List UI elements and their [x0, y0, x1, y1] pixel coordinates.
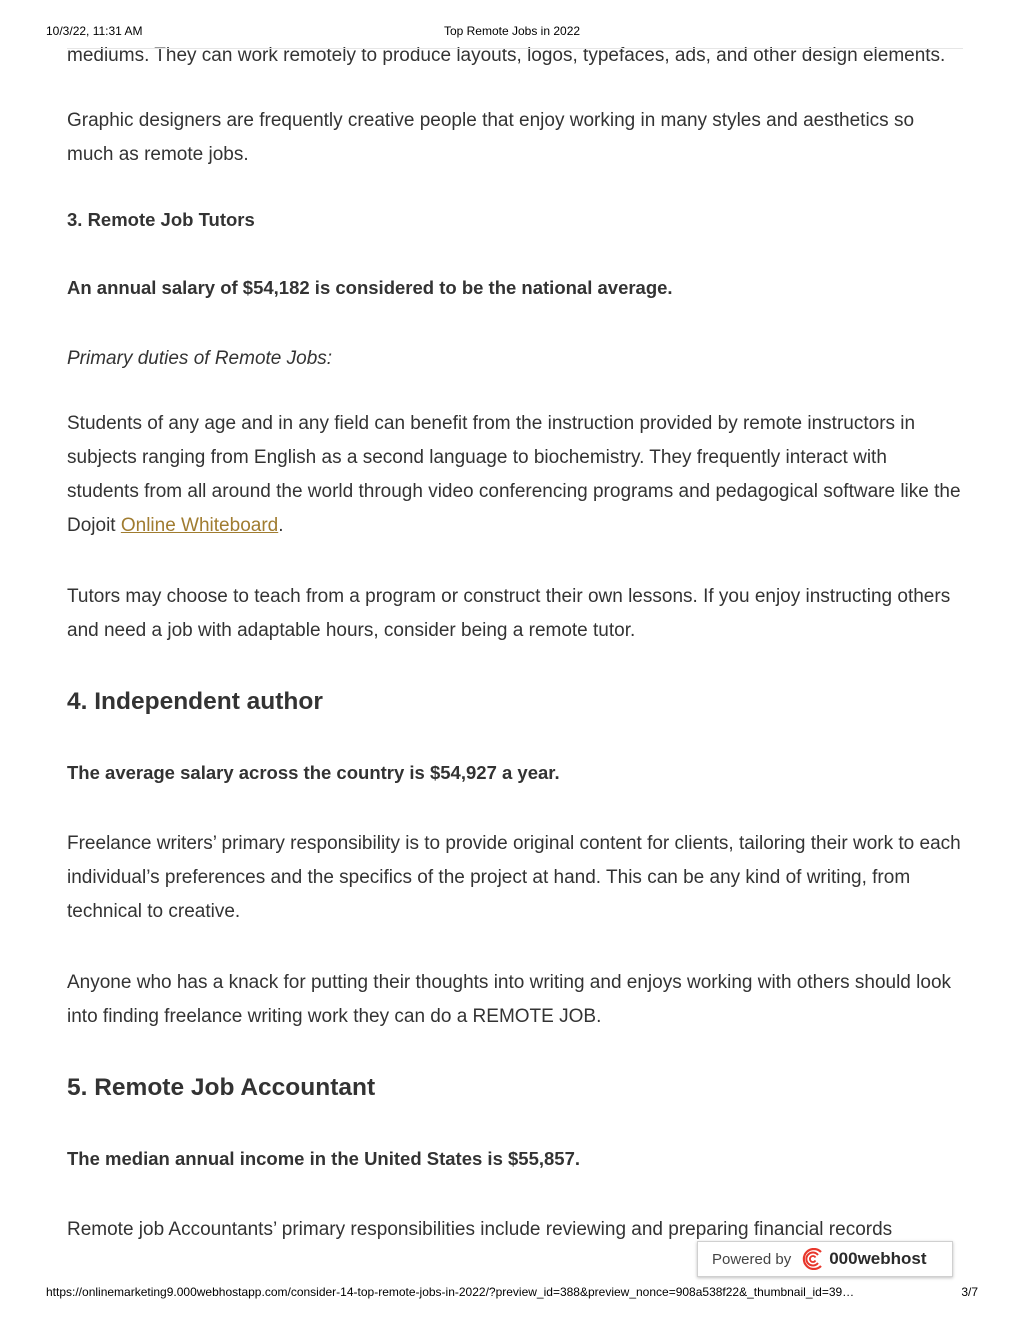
paragraph-tutors-2: Tutors may choose to teach from a program or construct their own lessons. If you enjoy instructing others and need a job with adaptable hours, consider being a remote tutor.: [67, 586, 951, 641]
print-datetime: 10/3/22, 11:31 AM: [46, 24, 143, 38]
header-divider: [67, 48, 963, 49]
print-page-title: Top Remote Jobs in 2022: [443, 24, 581, 38]
print-header: [46, 24, 978, 40]
print-page-number: 3/7: [961, 1285, 978, 1299]
print-footer: [46, 1285, 978, 1301]
heading-independent-author: 4. Independent author: [67, 688, 323, 715]
powered-by-badge[interactable]: [697, 1241, 953, 1277]
badge-brand: 000webhost: [829, 1249, 927, 1268]
salary-tutors: An annual salary of $54,182 is considered to be the national average.: [67, 277, 673, 298]
paragraph-accountant: Remote job Accountants’ primary responsibilities include reviewing and preparing financial records: [67, 1219, 893, 1240]
paragraph-tutors-1: [67, 407, 963, 543]
heading-remote-job-tutors: 3. Remote Job Tutors: [67, 209, 255, 230]
print-url: https://onlinemarketing9.000webhostapp.com/consider-14-top-remote-jobs-in-2022/?preview_id=388&preview_nonce=908a538f22&_thumbnail_id=39…: [46, 1285, 855, 1299]
salary-accountant: The median annual income in the United States is $55,857.: [67, 1148, 581, 1169]
powered-by-label: Powered by: [712, 1250, 792, 1268]
paragraph-intro: mediums. They can work remotely to produce layouts, logos, typefaces, ads, and other design elements.: [67, 45, 946, 66]
article-body: [67, 39, 963, 1275]
online-whiteboard-link[interactable]: Online Whiteboard: [120, 515, 279, 536]
duties-label: Primary duties of Remote Jobs:: [67, 348, 333, 369]
heading-remote-job-accountant: 5. Remote Job Accountant: [67, 1074, 376, 1101]
paragraph-tutors-1-end: .: [278, 515, 284, 536]
paragraph-author-1: Freelance writers’ primary responsibility is to provide original content for clients, tailoring their work to each individual’s preferences and the specifics of the project at hand. This can be any kind of writing, from technical to creative.: [67, 833, 961, 922]
paragraph-author-2: Anyone who has a knack for putting their thoughts into writing and enjoys working with others should look into finding freelance writing work they can do a REMOTE JOB.: [67, 972, 952, 1027]
paragraph-graphic-designers: Graphic designers are frequently creative people that enjoy working in many styles and aesthetics so much as remote jobs.: [67, 110, 915, 165]
salary-author: The average salary across the country is $54,927 a year.: [67, 762, 560, 783]
paragraph-tutors-1-text: Students of any age and in any field can benefit from the instruction provided by remote instructors in subjects ranging from English as a second language to biochemistry. They frequently interact with students from all around the world through video conferencing programs and pedagogical software like the Dojoit: [67, 413, 961, 536]
000webhost-logo-icon: [799, 1248, 825, 1270]
